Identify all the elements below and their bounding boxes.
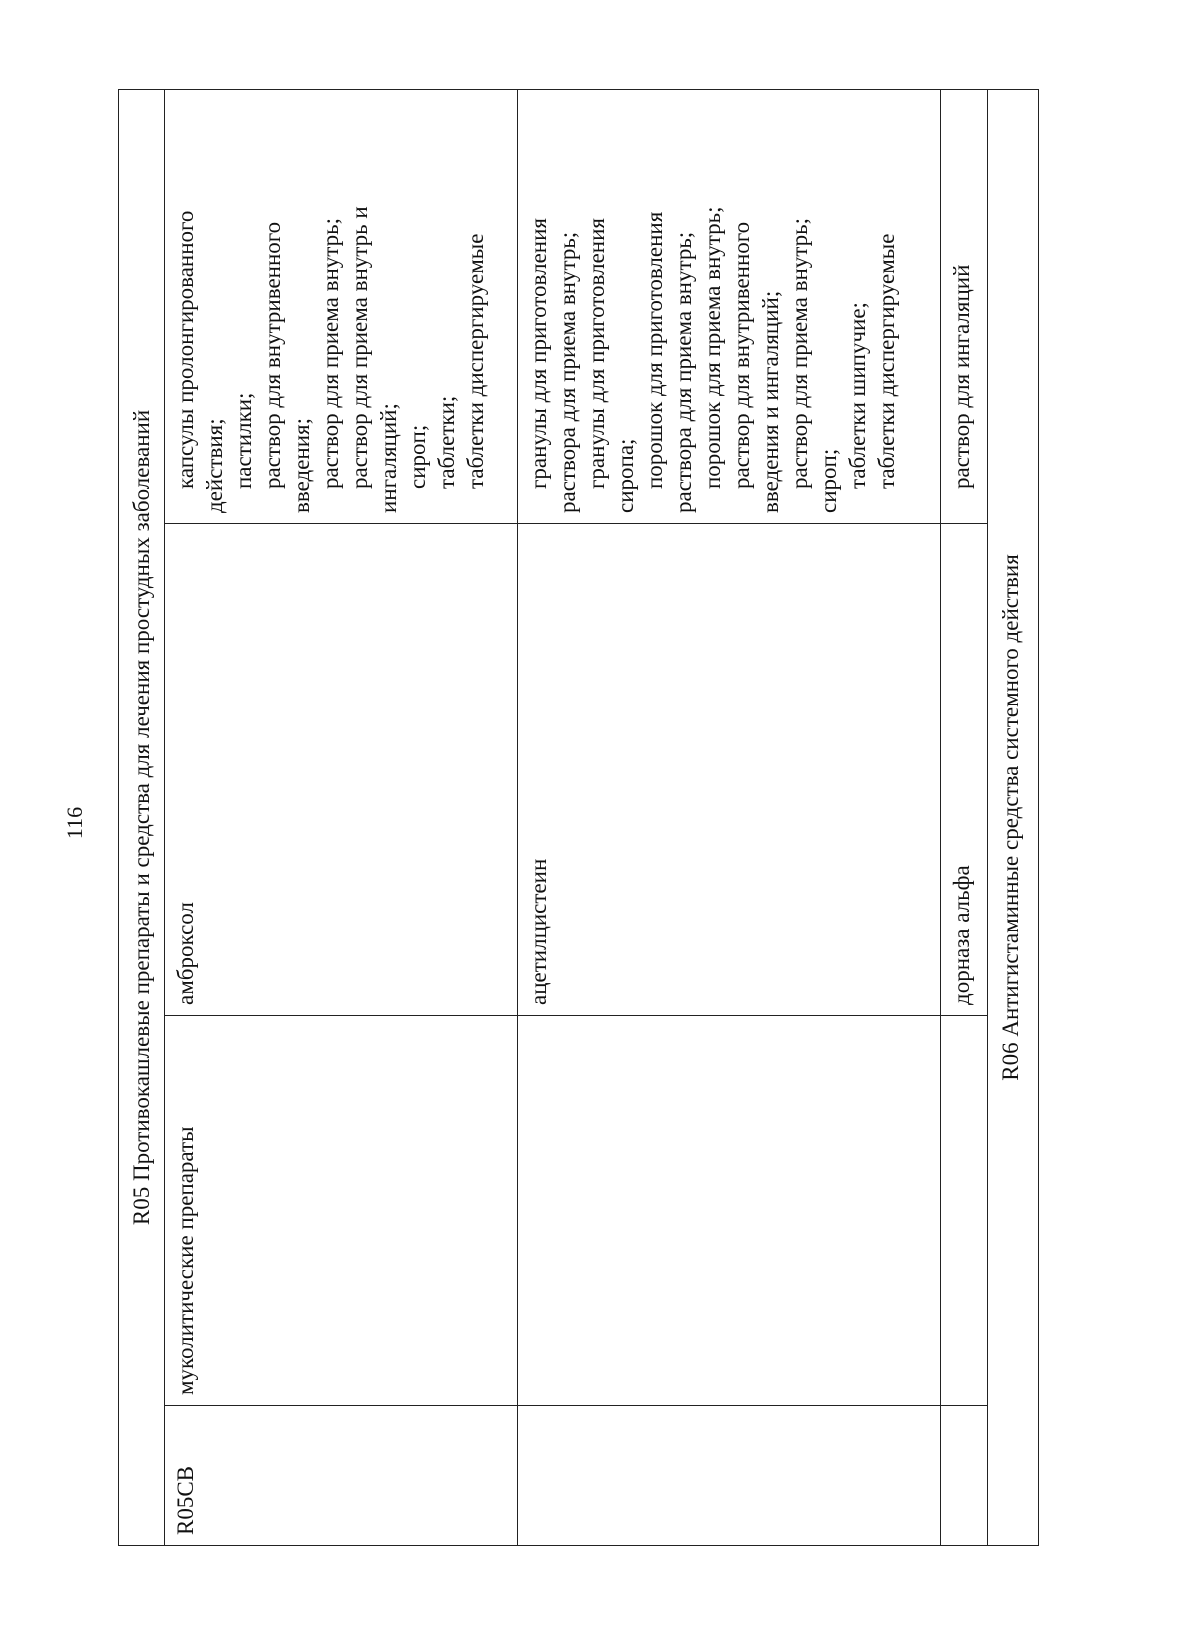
dosage-form-line: раствора для приема внутрь;: [671, 231, 696, 513]
dosage-form-line: ингаляций;: [376, 403, 401, 513]
atc-code-cell: [941, 1406, 988, 1546]
group-cell: [941, 1016, 988, 1406]
dosage-forms-cell: [165, 89, 518, 523]
section-title-r06: R06 Антигистаминные средства системного действия: [988, 89, 1039, 1545]
dosage-form-line: сиропа;: [613, 438, 638, 513]
dosage-form-line: капсулы пролонгированного: [173, 210, 198, 489]
dosage-form-line: гранулы для приготовления: [526, 218, 551, 489]
dosage-form-line: сироп;: [405, 424, 430, 489]
dosage-form-line: раствор для внутривенного: [729, 221, 754, 489]
dosage-forms-cell: [941, 89, 988, 523]
atc-code-cell: R05CB: [165, 1406, 518, 1546]
dosage-form-line: таблетки диспергируемые: [874, 233, 899, 489]
dosage-form-line: порошок для приема внутрь;: [700, 206, 725, 489]
table-row: [518, 89, 941, 1545]
section-header-r05: [119, 89, 165, 1545]
document-sheet: [118, 90, 1061, 1546]
dosage-form-line: порошок для приготовления: [642, 211, 667, 489]
section-title-r05: R05 Противокашлевые препараты и средства для лечения простудных заболеваний: [119, 89, 165, 1545]
drug-name-cell: амброксол: [165, 524, 518, 1016]
drug-table: [118, 89, 1039, 1546]
dosage-form-line: таблетки диспергируемые: [463, 233, 488, 489]
dosage-form-line: раствор для приема внутрь и: [347, 206, 372, 489]
page-number: 116: [62, 806, 87, 840]
section-header-r06: [988, 89, 1039, 1545]
dosage-form-line: введения;: [289, 418, 314, 513]
dosage-forms-cell: [518, 89, 941, 523]
dosage-form-line: раствор для внутривенного: [260, 221, 285, 489]
dosage-form-line: раствор для приема внутрь;: [318, 218, 343, 489]
table-row: [941, 89, 988, 1545]
dosage-form-line: раствор для приема внутрь;: [787, 218, 812, 489]
dosage-form-line: таблетки;: [434, 395, 459, 489]
dosage-form-line: действия;: [202, 418, 227, 513]
group-cell: муколитические препараты: [165, 1016, 518, 1406]
atc-code-cell: [518, 1406, 941, 1546]
dosage-form-line: раствора для приема внутрь;: [555, 231, 580, 513]
dosage-form-line: гранулы для приготовления: [584, 218, 609, 489]
dosage-form-line: таблетки шипучие;: [845, 302, 870, 489]
dosage-form-line: пастилки;: [231, 392, 256, 489]
drug-name-cell: дорназа альфа: [941, 524, 988, 1016]
group-cell: [518, 1016, 941, 1406]
dosage-form-line: введения и ингаляций;: [758, 290, 783, 513]
drug-name-cell: ацетилцистеин: [518, 524, 941, 1016]
dosage-form-line: сироп;: [816, 448, 841, 513]
dosage-form-line: раствор для ингаляций: [949, 264, 974, 489]
table-row: [165, 89, 518, 1545]
